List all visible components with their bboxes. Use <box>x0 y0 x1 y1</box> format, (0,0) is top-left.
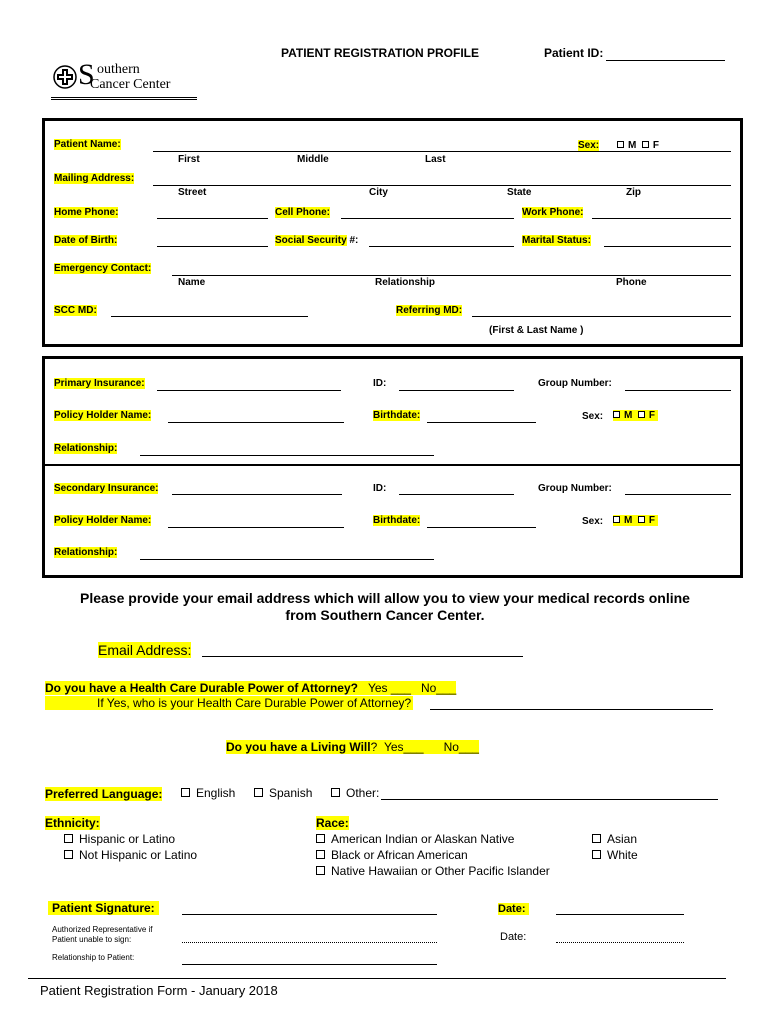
hispanic-checkbox[interactable] <box>64 834 73 843</box>
city-caption: City <box>369 187 388 198</box>
ethnicity-hispanic-option[interactable]: Hispanic or Latino <box>64 832 175 846</box>
logo-line1: outhern <box>97 62 140 77</box>
primary-id-field[interactable] <box>399 390 514 391</box>
state-caption: State <box>507 187 532 198</box>
ethnicity-not-hispanic-option[interactable]: Not Hispanic or Latino <box>64 848 197 862</box>
auth-date-label: Date: <box>500 931 527 943</box>
language-spanish-option[interactable]: Spanish <box>254 786 312 800</box>
primary-sex-m-checkbox[interactable] <box>613 411 620 418</box>
first-last-caption: (First & Last Name ) <box>489 325 584 336</box>
sex-label: Sex: <box>578 140 600 151</box>
primary-policy-holder-field[interactable] <box>168 422 344 423</box>
cell-phone-field[interactable] <box>341 218 514 219</box>
english-checkbox[interactable] <box>181 788 190 797</box>
primary-group-label: Group Number: <box>538 378 612 389</box>
primary-policy-holder-label: Policy Holder Name: <box>54 410 152 421</box>
language-english-option[interactable]: English <box>181 786 235 800</box>
logo-initial: S <box>78 58 95 91</box>
secondary-insurance-field[interactable] <box>172 494 342 495</box>
email-prompt-line1: Please provide your email address which will allow you to view your medical records online <box>80 590 690 606</box>
primary-group-field[interactable] <box>625 390 731 391</box>
southern-cancer-center-logo <box>50 58 200 102</box>
home-phone-label: Home Phone: <box>54 207 119 218</box>
email-address-label: Email Address: <box>98 642 192 658</box>
primary-relationship-label: Relationship: <box>54 443 118 454</box>
primary-insurance-field[interactable] <box>157 390 341 391</box>
patient-signature-label: Patient Signature: <box>48 901 159 915</box>
signature-date-label: Date: <box>498 903 529 915</box>
email-address-field[interactable] <box>202 656 523 657</box>
race-asian-option[interactable]: Asian <box>592 832 637 846</box>
footer-divider <box>28 978 726 979</box>
ethnicity-label: Ethnicity: <box>45 816 100 830</box>
poa-question-row <box>45 681 456 695</box>
secondary-birthdate-field[interactable] <box>427 527 536 528</box>
primary-birthdate-field[interactable] <box>427 422 536 423</box>
patient-name-field[interactable] <box>153 151 731 152</box>
secondary-relationship-label: Relationship: <box>54 547 118 558</box>
preferred-language-label: Preferred Language: <box>45 787 163 801</box>
secondary-group-field[interactable] <box>625 494 731 495</box>
primary-sex-label: Sex: <box>582 411 604 422</box>
secondary-relationship-field[interactable] <box>140 559 434 560</box>
mailing-address-field[interactable] <box>153 185 731 186</box>
logo-line2: Cancer Center <box>90 77 171 92</box>
secondary-policy-holder-label: Policy Holder Name: <box>54 515 152 526</box>
home-phone-field[interactable] <box>157 218 268 219</box>
race-american-indian-option[interactable]: American Indian or Alaskan Native <box>316 832 514 846</box>
secondary-policy-holder-field[interactable] <box>168 527 344 528</box>
relationship-to-patient-label: Relationship to Patient: <box>52 953 135 962</box>
marital-status-field[interactable] <box>604 246 731 247</box>
race-hawaiian-option[interactable]: Native Hawaiian or Other Pacific Islander <box>316 864 550 878</box>
secondary-birthdate-label: Birthdate: <box>373 515 421 526</box>
hawaiian-checkbox[interactable] <box>316 866 325 875</box>
cell-phone-label: Cell Phone: <box>275 207 331 218</box>
secondary-insurance-label: Secondary Insurance: <box>54 483 159 494</box>
patient-id-field[interactable] <box>606 60 725 61</box>
ec-relationship-caption: Relationship <box>375 277 436 288</box>
street-caption: Street <box>178 187 207 198</box>
patient-id-label: Patient ID: <box>544 46 604 60</box>
middle-caption: Middle <box>297 154 329 165</box>
sex-f-checkbox[interactable] <box>642 141 649 148</box>
relationship-to-patient-field[interactable] <box>182 964 437 965</box>
not-hispanic-checkbox[interactable] <box>64 850 73 859</box>
secondary-group-label: Group Number: <box>538 483 612 494</box>
mailing-address-label: Mailing Address: <box>54 173 135 184</box>
living-will-question: Do you have a Living Will <box>226 740 371 754</box>
language-other-field[interactable] <box>381 799 718 800</box>
auth-date-field[interactable] <box>556 942 684 943</box>
secondary-sex-options: M F <box>613 515 658 526</box>
emergency-contact-field[interactable] <box>172 275 731 276</box>
poa-no-option[interactable]: No___ <box>420 681 457 695</box>
ec-phone-caption: Phone <box>616 277 647 288</box>
email-prompt-line2: from Southern Cancer Center. <box>285 607 485 623</box>
spanish-checkbox[interactable] <box>254 788 263 797</box>
secondary-sex-m-checkbox[interactable] <box>613 516 620 523</box>
authorized-rep-label: Authorized Representative if Patient unable to sign: <box>52 925 153 944</box>
first-caption: First <box>178 154 200 165</box>
authorized-rep-field[interactable] <box>182 942 437 943</box>
sex-m-checkbox[interactable] <box>617 141 624 148</box>
primary-birthdate-label: Birthdate: <box>373 410 421 421</box>
black-checkbox[interactable] <box>316 850 325 859</box>
scc-md-field[interactable] <box>111 316 308 317</box>
primary-relationship-field[interactable] <box>140 455 434 456</box>
sex-options: M F <box>617 140 659 151</box>
asian-checkbox[interactable] <box>592 834 601 843</box>
footer-text: Patient Registration Form - January 2018 <box>40 983 278 998</box>
white-checkbox[interactable] <box>592 850 601 859</box>
patient-signature-field[interactable] <box>182 914 437 915</box>
primary-id-label: ID: <box>373 378 387 389</box>
secondary-sex-label: Sex: <box>582 516 604 527</box>
patient-info-box <box>42 118 743 347</box>
referring-md-field[interactable] <box>472 316 731 317</box>
living-will-yes-option[interactable]: Yes___ <box>383 740 424 754</box>
secondary-sex-f-checkbox[interactable] <box>638 516 645 523</box>
cross-logo-icon <box>52 64 78 90</box>
poa-yes-option[interactable]: Yes ___ <box>367 681 411 695</box>
primary-sex-options: M F <box>613 410 658 421</box>
patient-name-label: Patient Name: <box>54 139 121 150</box>
secondary-id-field[interactable] <box>399 494 514 495</box>
poa-name-field[interactable] <box>430 709 713 710</box>
insurance-divider <box>45 464 740 466</box>
ssn-field[interactable] <box>369 246 514 247</box>
dob-label: Date of Birth: <box>54 235 118 246</box>
emergency-contact-label: Emergency Contact: <box>54 263 152 274</box>
zip-caption: Zip <box>626 187 641 198</box>
referring-md-label: Referring MD: <box>396 305 463 316</box>
scc-md-label: SCC MD: <box>54 305 97 316</box>
poa-followup-label: If Yes, who is your Health Care Durable Power of Attorney? <box>45 696 413 710</box>
other-checkbox[interactable] <box>331 788 340 797</box>
work-phone-field[interactable] <box>592 218 731 219</box>
ec-name-caption: Name <box>178 277 206 288</box>
race-label: Race: <box>316 816 349 830</box>
dob-field[interactable] <box>157 246 268 247</box>
last-caption: Last <box>425 154 446 165</box>
american-indian-checkbox[interactable] <box>316 834 325 843</box>
race-black-option[interactable]: Black or African American <box>316 848 468 862</box>
secondary-id-label: ID: <box>373 483 387 494</box>
signature-date-field[interactable] <box>556 914 684 915</box>
language-other-option[interactable]: Other: <box>331 786 379 800</box>
primary-insurance-label: Primary Insurance: <box>54 378 145 389</box>
work-phone-label: Work Phone: <box>522 207 584 218</box>
primary-sex-f-checkbox[interactable] <box>638 411 645 418</box>
living-will-row: Do you have a Living Will? Yes___ No___ <box>226 740 479 754</box>
poa-question: Do you have a Health Care Durable Power of Attorney? <box>45 681 358 695</box>
race-white-option[interactable]: White <box>592 848 638 862</box>
ssn-label: Social Security #: <box>275 235 359 246</box>
living-will-no-option[interactable]: No___ <box>443 740 479 754</box>
marital-status-label: Marital Status: <box>522 235 591 246</box>
page-title: PATIENT REGISTRATION PROFILE <box>281 46 479 60</box>
